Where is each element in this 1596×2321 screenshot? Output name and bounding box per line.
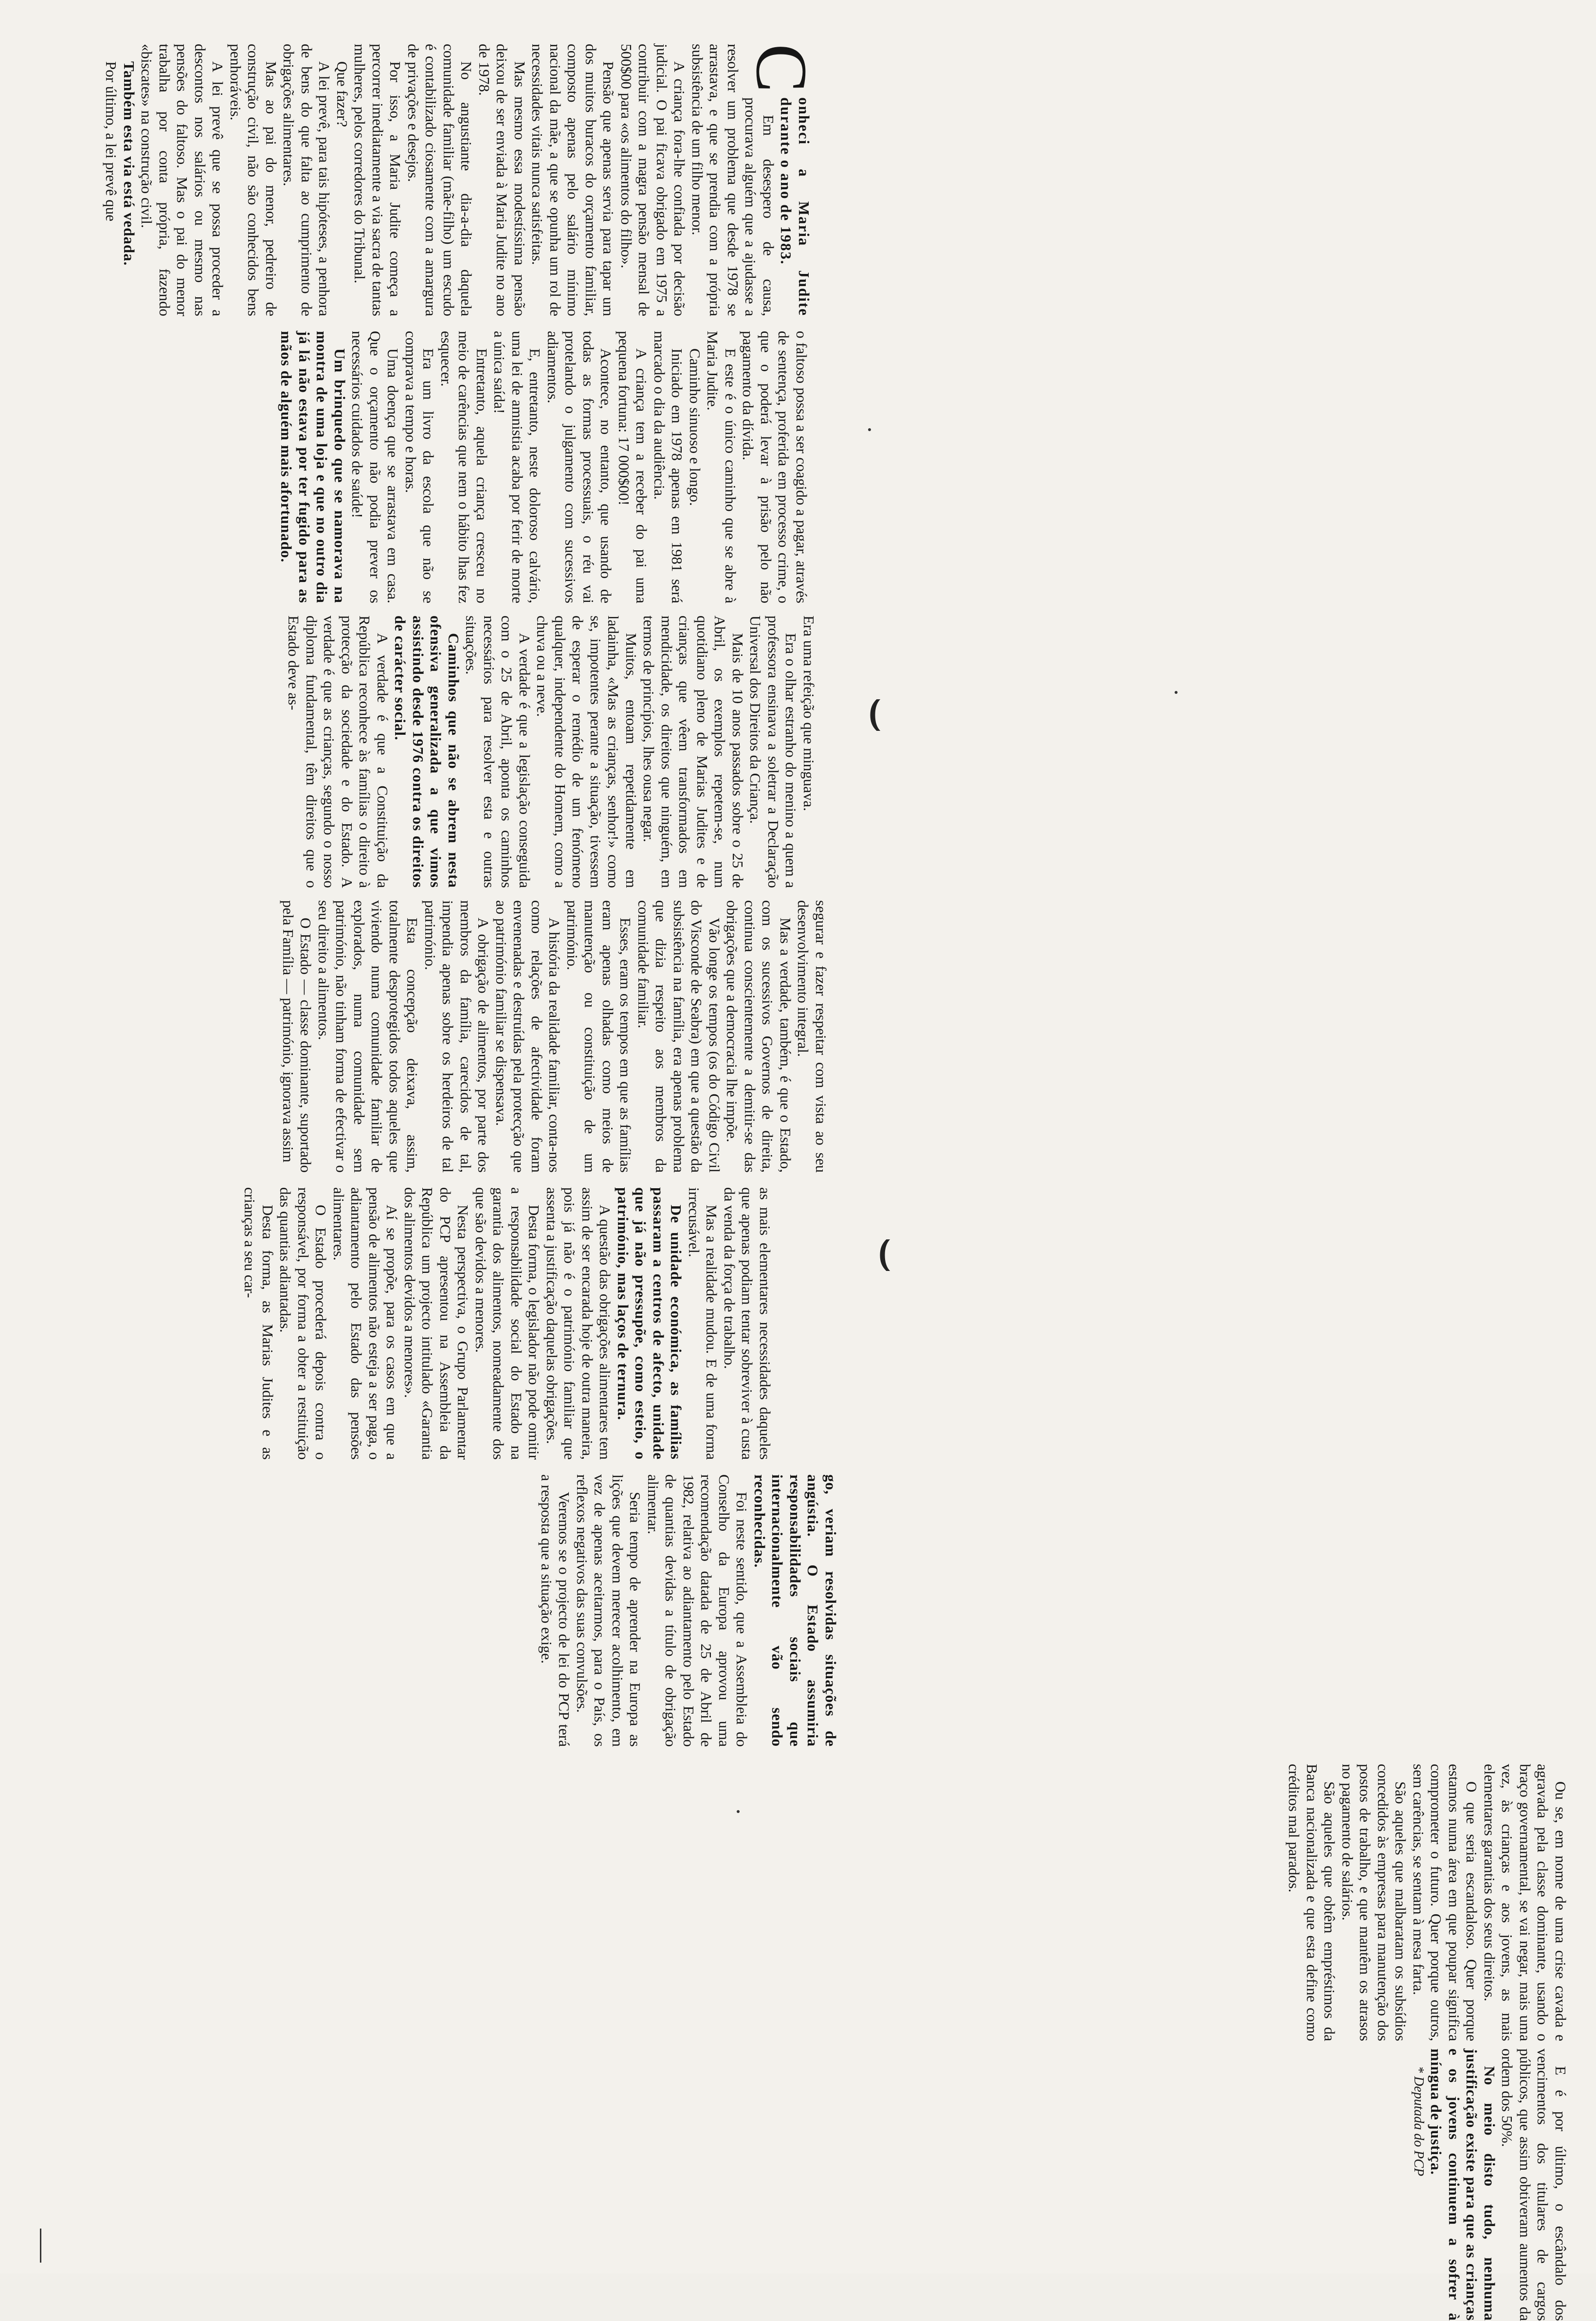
paragraph: Desta forma, as Marias Judites e as crianças a seu car- xyxy=(241,1187,276,1460)
paragraph: Era uma refeição que minguava. xyxy=(800,616,817,811)
drop-cap: C xyxy=(741,44,822,93)
article-column-1 xyxy=(68,44,822,316)
bracket-mark: ⌣ xyxy=(857,1236,925,1274)
paragraph: Esses, eram os tempos em que as famílias eram apenas olhadas como meios de manutenção ou constituição de um património. xyxy=(564,900,635,1173)
article-column-5 xyxy=(73,1187,774,1460)
column-rule xyxy=(40,2229,41,2263)
paragraph: Que fazer? xyxy=(334,61,351,127)
paragraph: Esta concepção deixava, assim, totalmente desprotegidos todos aqueles que viviendo numa comunidade familiar de explorados, numa comunidade sem património, não tinham forma de efectivar o seu direito a alimentos. xyxy=(315,900,421,1173)
paragraph: Pensão que apenas servia para tapar um dos muitos buracos do orçamento familiar, composto apenas pelo salário mínimo nacional da mãe, a que se opunha um rol de necessidades vitais nunca satisfeitas. xyxy=(529,44,617,316)
paragraph: Caminhos que não se abrem nesta ofensiva generalizada a que vimos assistindo desde 1976 contra os direitos de carácter social. xyxy=(392,616,462,888)
paragraph: Nesta perspectiva, o Grupo Parlamentar do PCP apresentou na Assembleia da República um projecto intitulado «Garantia dos alimentos devidos a menores». xyxy=(401,1187,472,1460)
paragraph: A questão das obrigações alimentares tem assim de ser encarada hoje de outra maneira, pois já não é o património familiar que assenta a justificação daquelas obrigações. xyxy=(544,1187,614,1460)
paragraph: A criança fora-lhe confiada por decisão judicial. O pai ficava obrigado em 1975 a contribuir com a magra pensão mensal de 500$00 para «os alimentos do filho». xyxy=(618,44,689,316)
paragraph: Por último, a lei prevê que xyxy=(103,61,120,221)
paragraph: A criança tem a receber do pai uma pequena fortuna: 17 000$00! xyxy=(616,331,651,603)
paragraph: as mais elementares necessidades daqueles que apenas podiam tentar sobreviver à custa da venda da força de trabalho. xyxy=(721,1187,774,1460)
bracket-mark: ⌣ xyxy=(847,696,915,734)
paragraph: No meio disto tudo, nenhuma justificação existe para que as crianças e os jovens continuem a sofrer à míngua de justiça. xyxy=(1428,2049,1498,2321)
paragraph: O que seria escandaloso. Quer porque estamos numa área em que poupar significa comprometer o futuro. Quer porque outros, sem carências, se sentam à mesa farta. xyxy=(1410,1764,1481,2041)
article-column-6 xyxy=(71,1474,839,1747)
article-column-4 xyxy=(71,900,830,1173)
paragraph: A verdade é que a Constituição da República reconhece às famílias o direito à protecção da sociedade e do Estado. A verdade é que as crianças, segundo o nosso diploma fundamental, têm direitos que o Estado deve as- xyxy=(285,616,391,888)
article-column-8 xyxy=(71,2049,1569,2321)
paragraph: Iniciado em 1978 apenas em 1981 será marcado o dia da audiência. xyxy=(651,331,686,603)
paragraph: Acontece, no entanto, que usando de todas as formas processuais, o réu vai protelando o julgamento com sucessivos adiamentos. xyxy=(544,331,615,603)
paragraph: Em desespero de causa, procurava alguém que a ajudasse a resolver um problema que desde 1978 se arrastava, e que se prendia com a própria subsistência de um filho menor. xyxy=(689,44,777,316)
paragraph: Mas a realidade mudou. E de uma forma irrecusável. xyxy=(686,1187,721,1460)
paragraph: No angustiante dia-a-dia daquela comunidade familiar (mãe-filho) um escudo é contabilizado ciosamente com a amargura de privações e desejos. xyxy=(405,44,475,316)
paragraph: A verdade é que a legislação conseguida com o 25 de Abril, aponta os caminhos necessários para resolver esta e outras situações. xyxy=(463,616,533,888)
paragraph: A lei prevê, para tais hipóteses, a penhora de bens do que falta ao cumprimento de obrigações alimentares. xyxy=(280,44,333,316)
paragraph: Foi neste sentido, que a Assembleia do Conselho da Europa aprovou uma recomendação datada de 25 de Abril de 1982, relativa ao adiantamento pelo Estado de quantias devidas a título de obrigação alimentar. xyxy=(645,1474,751,1747)
paragraph: Mas a verdade, também, é que o Estado, com os sucessivos Governos de direita, continua conscientemente a demitir-se das obrigações que a democracia lhe impõe. xyxy=(724,900,794,1173)
paragraph: Também esta via está vedada. xyxy=(121,61,138,266)
paragraph: O Estado — classe dominante, suportado pela Família — património, ignorava assim xyxy=(280,900,315,1173)
paragraph: Vão longe os tempos (os do Código Civil do Visconde de Seabra) em que a questão da subsistência na família, era apenas problema que dizia respeito aos membros da comunidade familiar. xyxy=(635,900,723,1173)
paragraph: go, veriam resolvidas situações de angústia. O Estado assumiria responsabilidades sociais que internacionalmente vão sendo reconhecidas. xyxy=(751,1474,839,1747)
article-column-7 xyxy=(71,1764,1569,2041)
paragraph: Ou se, em nome de uma crise cavada e agravada pela classe dominante, usando o braço governamental, se vai negar, mais uma vez, às crianças e aos jovens, as mais elementares garantias dos seus direitos. xyxy=(1481,1764,1569,2041)
paragraph: Mas mesmo essa modestíssima pensão deixou de ser enviada à Maria Judite no ano de 1978. xyxy=(476,44,528,316)
author-footnote: * Deputada do PCP xyxy=(1411,2066,1426,2176)
paragraph: Entretanto, aquela criança cresceu no meio de carências que nem o hábito lhas fez esquecer. xyxy=(438,331,490,603)
paragraph: Muitos, entoam repetidamente em ladainha, «Mas as crianças, senhor!» como se, impotentes perante a situação, tivessem de esperar o remédio de um fenómeno qualquer, independente do Homem, como a chuva ou a neve. xyxy=(534,616,640,888)
scan-speck xyxy=(868,428,871,431)
paragraph: Era um livro da escola que não se comprava a tempo e horas. xyxy=(402,331,437,603)
paragraph: Desta forma, o legislador não pode omitir a responsabilidade social do Estado na garantia dos alimentos, nomeadamente dos que são devidos a menores. xyxy=(472,1187,543,1460)
paragraph: Mas ao pai do menor, pedreiro de construção civil, não são conhecidos bens penhoráveis. xyxy=(227,44,280,316)
paragraph: De unidade económica, as famílias passaram a centros de afecto, unidade que já não pressupõe, como esteio, o património, mas laços de ternura. xyxy=(615,1187,685,1460)
paragraph: Aí se propõe, para os casos em que a pensão de alimentos não esteja a ser paga, o adiantamento pelo Estado das pensões alimentares. xyxy=(330,1187,401,1460)
paragraph: segurar e fazer respeitar com vista ao seu desenvolvimento integral. xyxy=(795,900,830,1173)
paragraph: Um brinquedo que se namorava na montra de uma loja e que no outro dia já lá não estava por ter fugido para as mãos de alguém mais afortunado. xyxy=(278,331,348,603)
paragraph: Seria tempo de aprender na Europa as lições que devem merecer acolhimento, em vez de apenas aceitarmos, para o País, os reflexos negativos das suas convulsões. xyxy=(574,1474,644,1747)
paragraph: A obrigação de alimentos, por parte dos membros da família, carecidos de tal, impendia apenas sobre os herdeiros de tal património. xyxy=(422,900,492,1173)
paragraph: São aqueles que obtêm empréstimos da Banca nacionalizada e que esta define como créditos mal parados. xyxy=(1286,1764,1339,2041)
paragraph: Por isso, a Maria Judite começa a percorrer imediatamente a via sacra de tantas mulheres, pelos corredores do Tribunal. xyxy=(351,44,404,316)
paragraph: Caminho sinuoso e longo. xyxy=(687,348,704,506)
paragraph: O Estado procederá depois contra o responsável, por forma a obter a restituição das quantias adiantadas. xyxy=(277,1187,330,1460)
paragraph: São aqueles que malbaratam os subsídios concedidos às empresas para manutenção dos postos de trabalho, e que mantêm os atrasos no pagamento de salários. xyxy=(1339,1764,1410,2041)
article-lead: onheci a Maria Judite durante o ano de 1983. xyxy=(778,97,813,316)
paragraph: A lei prevê que se possa proceder a descontos nos salários ou mesmo nas pensões do faltoso. Mas o pai do menor trabalha por conta própria, fazendo «biscates» na construção civil. xyxy=(138,44,227,316)
paragraph: E este é o único caminho que se abre à Maria Judite. xyxy=(704,331,739,603)
paragraph: E, entretanto, neste doloroso calvário, uma lei de amnistia acaba por ferir de morte a única saída! xyxy=(491,331,544,603)
paragraph: o faltoso possa a ser coagido a pagar, através de sentença, proferida em processo crime, o que o poderá levar à prisão pelo não pagamento da dívida. xyxy=(740,331,810,603)
paragraph: Veremos se o projecto de lei do PCP terá a resposta que a situação exige. xyxy=(538,1474,573,1747)
article-column-3 xyxy=(68,616,817,888)
scan-speck xyxy=(1175,691,1178,694)
paragraph: Uma doença que se arrastava em casa. Que o orçamento não podia prever os necessários cuidados de saúde! xyxy=(349,331,402,603)
paragraph: Era o olhar estranho do menino a quem a professora ensinava a soletrar a Declaração Universal dos Direitos da Criança. xyxy=(747,616,800,888)
article-column-2 xyxy=(71,331,810,603)
paragraph: E é por último, o escândalo dos vencimentos dos titulares de cargos públicos, que assim obtiveram aumentos da ordem dos 50%. xyxy=(1499,2049,1569,2321)
paragraph: A história da realidade familiar, conta-nos como relações de afectividade foram envenenadas e destruídas pela protecção que ao património familiar se dispensava. xyxy=(493,900,563,1173)
paragraph: Mais de 10 anos passados sobre o 25 de Abril, os exemplos repetem-se, num quotidiano pleno de Marias Judites e de crianças que vêem transformados em mendicidade, os direitos que ninguém, em termos de princípios, lhes ousa negar. xyxy=(640,616,746,888)
article-lead-paragraph xyxy=(741,44,822,316)
